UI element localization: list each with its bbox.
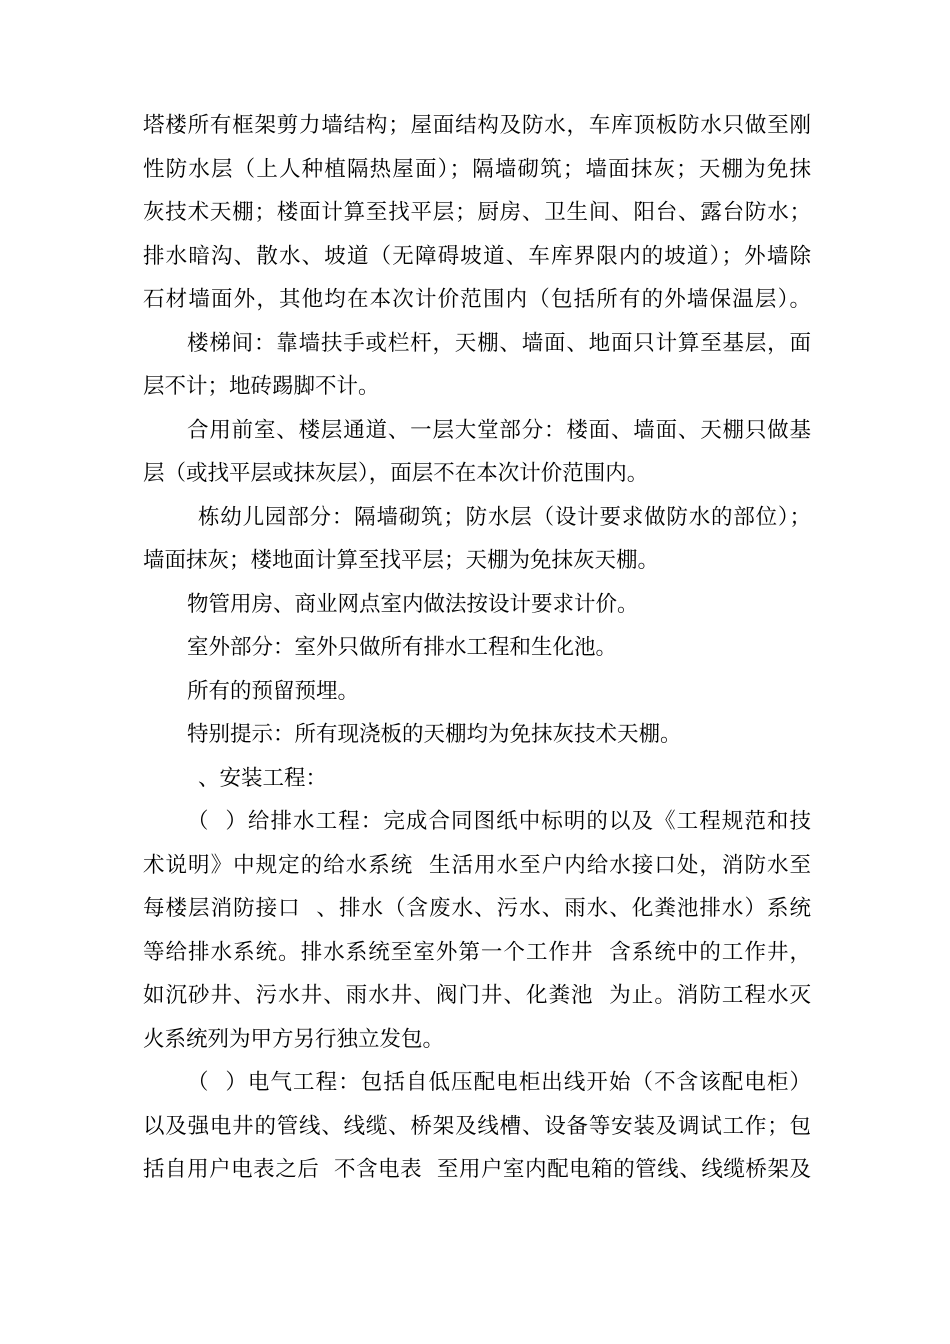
document-body xyxy=(143,104,811,1192)
text-line: 室外部分：室外只做所有排水工程和生化池。 xyxy=(187,635,618,660)
text-line: 以及强电井的管线、线缆、桥架及线槽、设备等安装及调试工作；包 xyxy=(143,1113,811,1139)
text-line: 括自用户电表之后 不含电表 至用户室内配电箱的管线、线缆桥架及 xyxy=(143,1157,811,1182)
text-line: 术说明》中规定的给水系统 生活用水至户内给水接口处，消防水至 xyxy=(143,852,811,878)
text-line: 石材墙面外，其他均在本次计价范围内（包括所有的外墙保温层）。 xyxy=(143,287,811,312)
text-line: 合用前室、楼层通道、一层大堂部分：楼面、墙面、天棚只做基 xyxy=(187,417,811,443)
text-line: 排水暗沟、散水、坡道（无障碍坡道、车库界限内的坡道）；外墙除 xyxy=(143,243,811,269)
text-line: 火系统列为甲方另行独立发包。 xyxy=(143,1026,445,1052)
text-line: 墙面抹灰；楼地面计算至找平层；天棚为免抹灰天棚。 xyxy=(143,548,660,573)
text-line: 栋幼儿园部分：隔墙砌筑；防水层（设计要求做防水的部位）； xyxy=(198,504,811,530)
text-line: 塔楼所有框架剪力墙结构；屋面结构及防水，车库顶板防水只做至刚 xyxy=(143,113,811,138)
text-line: 所有的预留预埋。 xyxy=(187,678,360,704)
text-line: 物管用房、商业网点室内做法按设计要求计价。 xyxy=(187,591,639,617)
text-line: 特别提示：所有现浇板的天棚均为免抹灰技术天棚。 xyxy=(187,722,682,747)
text-line: 层不计；地砖踢脚不计。 xyxy=(143,374,380,399)
text-line: 如沉砂井、污水井、雨水井、阀门井、化粪池 为止。消防工程水灭 xyxy=(143,983,811,1008)
text-line: 性防水层（上人种植隔热屋面）；隔墙砌筑；墙面抹灰；天棚为免抹 xyxy=(143,156,811,182)
text-line: 每楼层消防接口 、排水（含废水、污水、雨水、化粪池排水）系统 xyxy=(143,896,811,921)
text-line: 灰技术天棚；楼面计算至找平层；厨房、卫生间、阳台、露台防水； xyxy=(143,200,811,225)
text-line: 、安装工程： xyxy=(198,765,328,791)
text-line: 楼梯间：靠墙扶手或栏杆，天棚、墙面、地面只计算至基层，面 xyxy=(187,330,811,356)
text-line: 等给排水系统。排水系统至室外第一个工作井 含系统中的工作井， xyxy=(143,939,811,965)
text-line: （ ）给排水工程：完成合同图纸中标明的以及《工程规范和技 xyxy=(187,809,811,834)
text-line: （ ）电气工程：包括自低压配电柜出线开始（不含该配电柜） xyxy=(187,1070,811,1095)
text-line: 层（或找平层或抹灰层），面层不在本次计价范围内。 xyxy=(143,461,649,486)
